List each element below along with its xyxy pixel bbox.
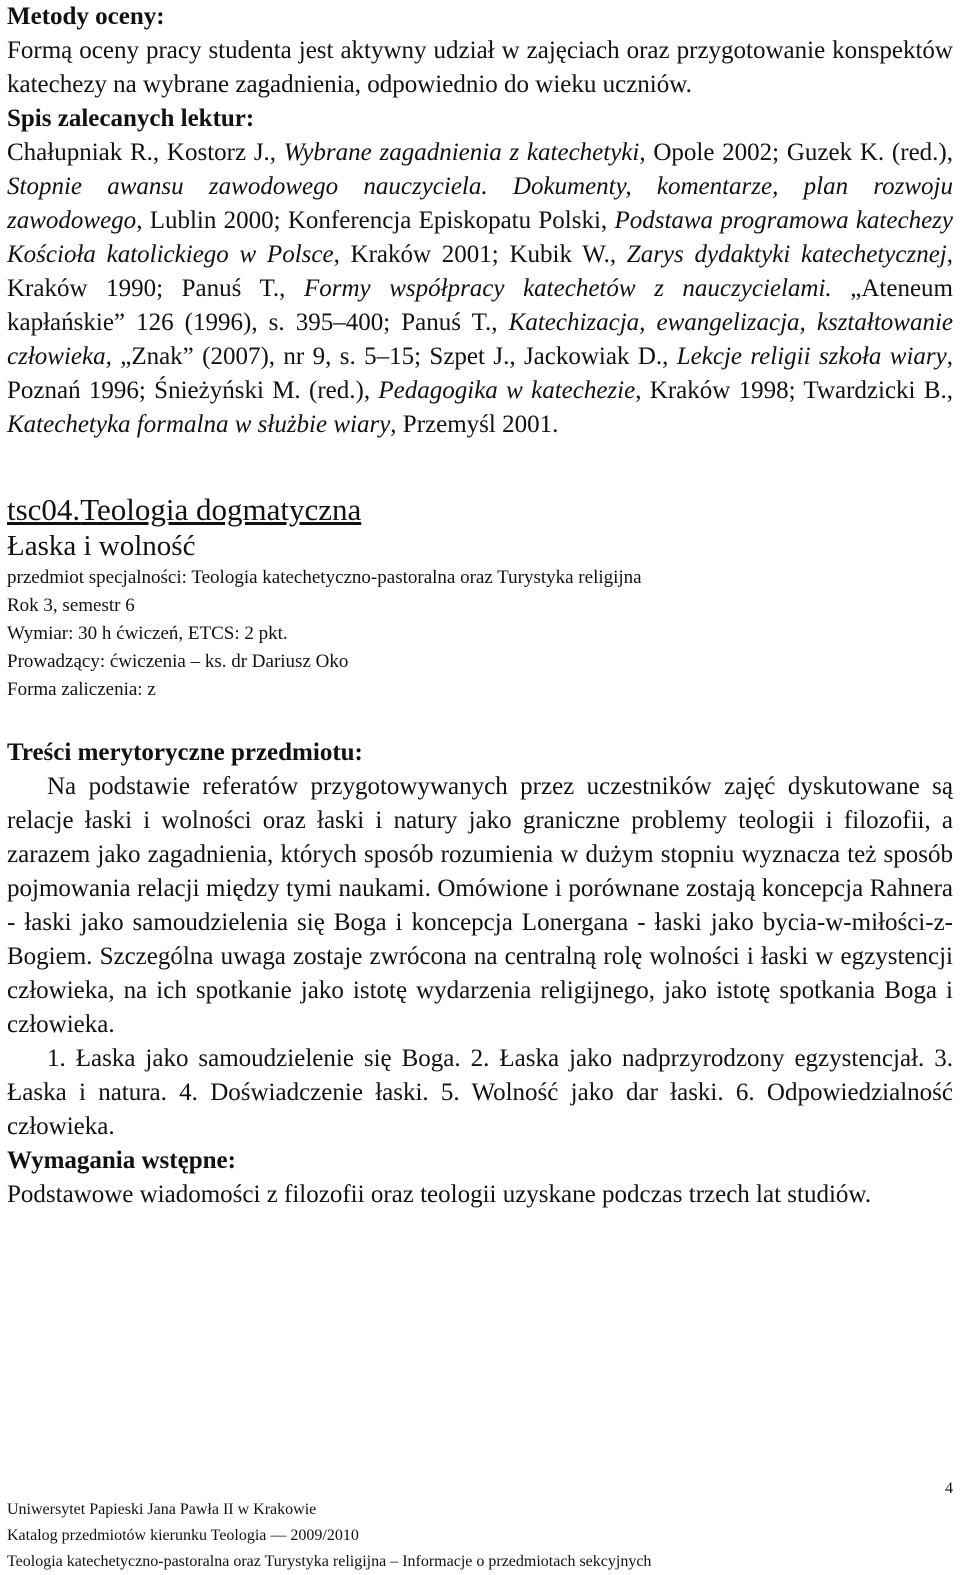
footer-line-1: Uniwersytet Papieski Jana Pawła II w Krakowie <box>7 1501 317 1518</box>
reading-2: Konferencja Episkopatu Polski, Podstawa programowa katechezy Kościoła katolickiego w Polsce, Kraków 2001; <box>7 207 953 268</box>
methods-text: Formą oceny pracy studenta jest aktywny udział w zajęciach oraz przygotowanie konspektów katechezy na wybrane zagadnienia, odpowiednio do wieku uczniów. <box>7 37 953 98</box>
course-year: Rok 3, semestr 6 <box>7 595 135 616</box>
course-specialty: przedmiot specjalności: Teologia katechetyczno-pastoralna oraz Turystyka religijna <box>7 567 642 588</box>
reading-4: Panuś T., Formy współpracy katechetów z nauczycielami. „Ateneum kapłańskie” 126 (1996), s. 395–400; <box>7 275 954 336</box>
page-number: 4 <box>945 1480 953 1497</box>
reading-5: Panuś T., Katechizacja, ewangelizacja, kształtowanie człowieka, „Znak” (2007), nr 9, s. 5–15; <box>7 309 953 370</box>
reading-0: Chałupniak R., Kostorz J., Wybrane zagadnienia z katechetyki, Opole 2002; <box>7 139 787 166</box>
readings-heading: Spis zalecanych lektur: <box>7 105 255 132</box>
reading-8: Twardzicki B., Katechetyka formalna w służbie wiary, Przemyśl 2001. <box>7 377 953 438</box>
content-text: Na podstawie referatów przygotowywanych przez uczestników zajęć dyskutowane są relacje łaski i wolności oraz łaski i natury jako graniczne problemy teologii i filozofii, a zarazem jako zagadnienia, których sposób rozumienia w dużym stopniu wyznacza też sposób pojmowania relacji między tymi naukami. Omówione i porównane zostają koncepcja Rahnera - łaski jako samoudzielenia się Boga i koncepcja Lonergana - łaski jako bycia-w-miłości-z-Bogiem. Szczególna uwaga zostaje zwrócona na centralną rolę wolności i łaski w egzystencji człowieka, na ich spotkanie jako istotę wydarzenia religijnego, jako istotę spotkania Boga i człowieka. <box>7 773 953 1038</box>
reading-6: Szpet J., Jackowiak D., Lekcje religii szkoła wiary, Poznań 1996; <box>7 343 953 404</box>
content-heading: Treści merytoryczne przedmiotu: <box>7 739 363 766</box>
reading-3: Kubik W., Zarys dydaktyki katechetycznej, Kraków 1990; <box>7 241 953 302</box>
document-page <box>7 0 953 1212</box>
reading-1: Guzek K. (red.), Stopnie awansu zawodowego nauczyciela. Dokumenty, komentarze, plan rozwoju zawodowego, Lublin 2000; <box>7 139 953 234</box>
course-hours: Wymiar: 30 h ćwiczeń, ETCS: 2 pkt. <box>7 623 288 644</box>
prereq-heading: Wymagania wstępne: <box>7 1147 236 1174</box>
course-credit: Forma zaliczenia: z <box>7 679 156 700</box>
course-name: Teologia dogmatyczna <box>80 492 362 527</box>
page-footer <box>7 1497 953 1575</box>
prereq-text: Podstawowe wiadomości z filozofii oraz teologii uzyskane podczas trzech lat studiów. <box>7 1181 872 1208</box>
content-topics: 1. Łaska jako samoudzielenie się Boga. 2. Łaska jako nadprzyrodzony egzystencjał. 3. Łaska i natura. 4. Doświadczenie łaski. 5. Wolność jako dar łaski. 6. Odpowiedzialność człowieka. <box>7 1045 953 1140</box>
footer-line-3: Teologia katechetyczno-pastoralna oraz Turystyka religijna – Informacje o przedmiotach sekcyjnych <box>7 1553 652 1570</box>
methods-heading: Metody oceny: <box>7 3 165 30</box>
reading-7: Śnieżyński M. (red.), Pedagogika w katechezie, Kraków 1998; <box>154 377 804 404</box>
course-subtitle: Łaska i wolność <box>7 530 196 562</box>
course-code: tsc04. <box>7 492 81 527</box>
course-title <box>7 492 953 528</box>
readings-list <box>7 136 953 442</box>
footer-line-2: Katalog przedmiotów kierunku Teologia — 2009/2010 <box>7 1527 359 1544</box>
course-teacher: Prowadzący: ćwiczenia – ks. dr Dariusz Oko <box>7 651 349 672</box>
